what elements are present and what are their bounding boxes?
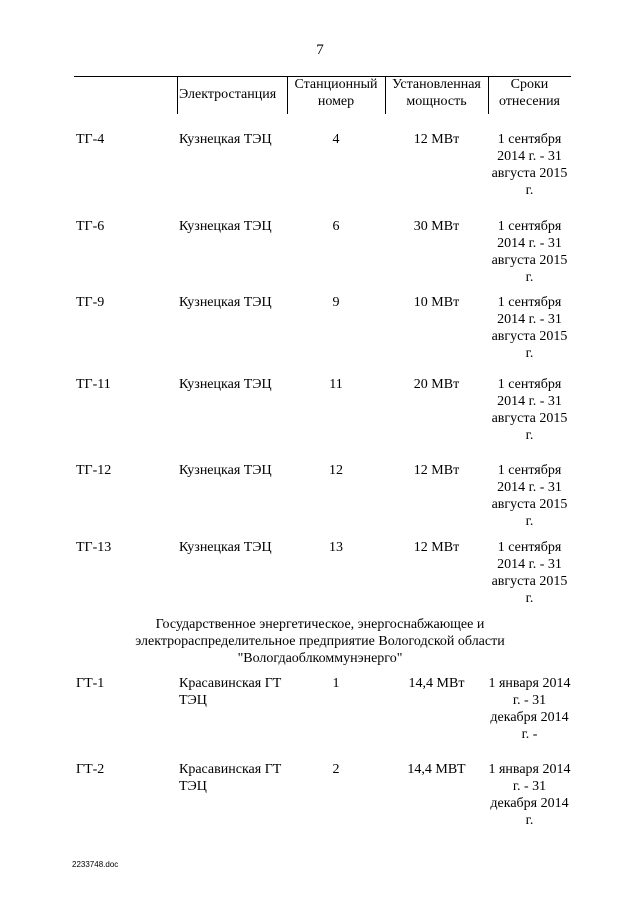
station-name: Кузнецкая ТЭЦ xyxy=(179,295,272,310)
station-name: Кузнецкая ТЭЦ xyxy=(179,377,272,392)
header-power: Установленная мощность xyxy=(392,77,481,109)
installed-power: 14,4 МВТ xyxy=(407,762,466,777)
assignment-dates: 1 сентября 2014 г. - 31 августа 2015 г. xyxy=(491,377,568,443)
unit-id: ТГ-11 xyxy=(76,377,111,392)
installed-power: 14,4 МВт xyxy=(408,676,465,691)
unit-id: ТГ-6 xyxy=(76,219,105,234)
unit-id: ТГ-4 xyxy=(76,132,105,147)
station-name: Красавинская ГТ ТЭЦ xyxy=(179,676,282,708)
unit-id: ГТ-1 xyxy=(76,676,105,691)
station-name: Кузнецкая ТЭЦ xyxy=(179,540,272,555)
station-number: 6 xyxy=(332,219,340,234)
assignment-dates: 1 сентября 2014 г. - 31 августа 2015 г. xyxy=(491,219,568,285)
unit-id: ГТ-2 xyxy=(76,762,105,777)
assignment-dates: 1 января 2014 г. - 31 декабря 2014 г. - xyxy=(488,676,571,742)
station-name: Красавинская ГТ ТЭЦ xyxy=(179,762,282,794)
station-name: Кузнецкая ТЭЦ xyxy=(179,219,272,234)
assignment-dates: 1 сентября 2014 г. - 31 августа 2015 г. xyxy=(491,463,568,529)
installed-power: 12 МВт xyxy=(413,132,460,147)
unit-id: ТГ-12 xyxy=(76,463,112,478)
assignment-dates: 1 января 2014 г. - 31 декабря 2014 г. xyxy=(488,762,571,828)
station-number: 11 xyxy=(329,377,343,392)
assignment-dates: 1 сентября 2014 г. - 31 августа 2015 г. xyxy=(491,295,568,361)
station-number: 12 xyxy=(329,463,343,478)
station-number: 13 xyxy=(329,540,343,555)
assignment-dates: 1 сентября 2014 г. - 31 августа 2015 г. xyxy=(491,540,568,606)
unit-id: ТГ-9 xyxy=(76,295,105,310)
installed-power: 20 МВт xyxy=(413,377,460,392)
station-number: 4 xyxy=(332,132,340,147)
station-name: Кузнецкая ТЭЦ xyxy=(179,463,272,478)
unit-id: ТГ-13 xyxy=(76,540,112,555)
header-dates: Сроки отнесения xyxy=(498,77,560,109)
installed-power: 12 МВт xyxy=(413,463,460,478)
station-number: 2 xyxy=(332,762,340,777)
installed-power: 30 МВт xyxy=(413,219,460,234)
installed-power: 12 МВт xyxy=(413,540,460,555)
header-station: Электростанция xyxy=(179,87,277,102)
station-number: 9 xyxy=(332,295,340,310)
header-number: Станционный номер xyxy=(294,77,378,109)
document-code: 2233748.doc xyxy=(72,860,119,869)
station-name: Кузнецкая ТЭЦ xyxy=(179,132,272,147)
page-number: 7 xyxy=(316,42,324,58)
assignment-dates: 1 сентября 2014 г. - 31 августа 2015 г. xyxy=(491,132,568,198)
table-header xyxy=(74,76,571,114)
organization-heading: Государственное энергетическое, энергоснабжающее и электрораспределительное предприятие Вологодской области "Вологдаоблкоммунэнерго" xyxy=(135,617,505,666)
station-number: 1 xyxy=(332,676,340,691)
installed-power: 10 МВт xyxy=(413,295,460,310)
